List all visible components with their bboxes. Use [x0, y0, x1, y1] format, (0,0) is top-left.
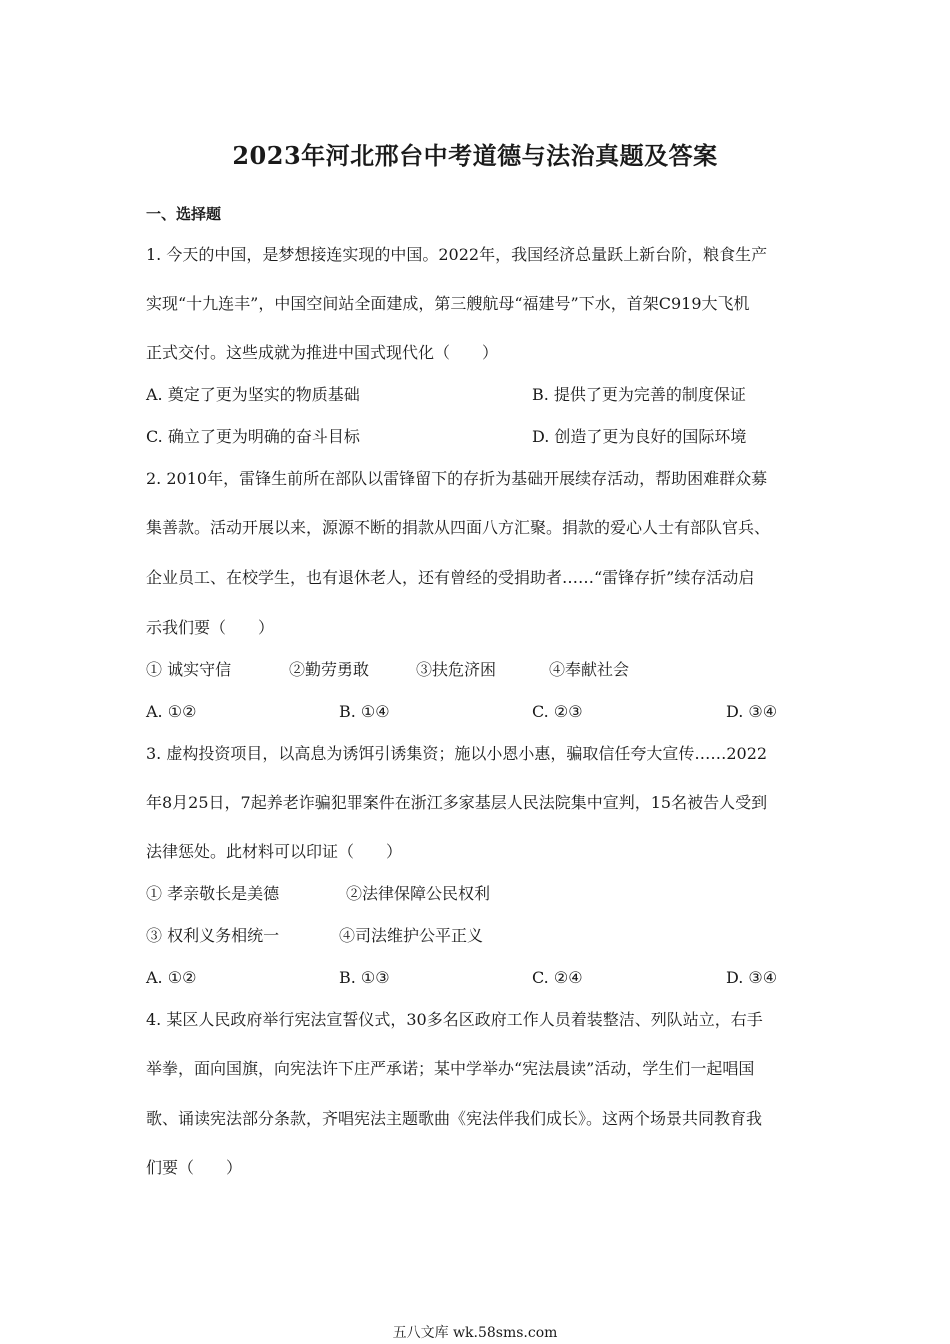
- q3-line-1: 3. 虚构投资项目，以高息为诱饵引诱集资；施以小恩小惠，骗取信任夸大宣传……2022: [146, 744, 768, 763]
- footer-watermark: 五八文库 wk.58sms.com: [392, 1325, 558, 1341]
- q4-line-4: 们要（ ）: [146, 1158, 243, 1177]
- q2-line-3: 企业员工、在校学生，也有退休老人，还有曾经的受捐助者……“雷锋存折”续存活动启: [146, 568, 755, 587]
- q3-option-a: A. ①②: [146, 968, 197, 987]
- q1-option-c: C. 确立了更为明确的奋斗目标: [146, 427, 360, 446]
- q3-item-3: ③ 权利义务相统一: [146, 926, 280, 945]
- q1-option-a: A. 奠定了更为坚实的物质基础: [146, 385, 360, 404]
- page-title: 2023年河北邢台中考道德与法治真题及答案: [232, 141, 718, 170]
- q3-line-2: 年8月25日，7起养老诈骗犯罪案件在浙江多家基层人民法院集中宣判，15名被告人受到: [146, 793, 768, 812]
- q2-option-d: D. ③④: [726, 702, 778, 721]
- q4-line-3: 歌、诵读宪法部分条款，齐唱宪法主题歌曲《宪法伴我们成长》。这两个场景共同教育我: [146, 1109, 763, 1128]
- q2-option-a: A. ①②: [146, 702, 197, 721]
- q2-line-1: 2. 2010年，雷锋生前所在部队以雷锋留下的存折为基础开展续存活动，帮助困难群众募: [146, 469, 768, 488]
- q1-line-2: 实现“十九连丰”，中国空间站全面建成，第三艘航母“福建号”下水，首架C919大飞机: [146, 294, 750, 313]
- section-heading: 一、选择题: [146, 205, 222, 223]
- q1-option-d: D. 创造了更为良好的国际环境: [532, 427, 747, 446]
- q1-option-b: B. 提供了更为完善的制度保证: [532, 385, 746, 404]
- q2-option-c: C. ②③: [532, 702, 583, 721]
- q2-item-1: ① 诚实守信: [146, 660, 232, 679]
- q4-line-2: 举拳，面向国旗，向宪法许下庄严承诺；某中学举办“宪法晨读”活动，学生们一起唱国: [146, 1059, 755, 1078]
- q2-line-4: 示我们要（ ）: [146, 618, 275, 637]
- q2-item-4: ④奉献社会: [549, 660, 630, 679]
- q3-item-4: ④司法维护公平正义: [339, 926, 484, 945]
- q3-item-1: ① 孝亲敬长是美德: [146, 884, 280, 903]
- q1-line-3: 正式交付。这些成就为推进中国式现代化（ ）: [146, 343, 499, 362]
- q3-option-d: D. ③④: [726, 968, 778, 987]
- q4-line-1: 4. 某区人民政府举行宪法宣誓仪式，30多名区政府工作人员着装整洁、列队站立，右手: [146, 1010, 763, 1029]
- q3-option-c: C. ②④: [532, 968, 583, 987]
- q3-line-3: 法律惩处。此材料可以印证（ ）: [146, 842, 403, 861]
- q2-line-2: 集善款。活动开展以来，源源不断的捐款从四面八方汇聚。捐款的爱心人士有部队官兵、: [146, 518, 771, 537]
- q2-item-3: ③扶危济困: [416, 660, 497, 679]
- q3-option-b: B. ①③: [339, 968, 390, 987]
- q3-item-2: ②法律保障公民权利: [346, 884, 491, 903]
- q1-line-1: 1. 今天的中国，是梦想接连实现的中国。2022年，我国经济总量跃上新台阶，粮食生产: [146, 245, 768, 264]
- q2-option-b: B. ①④: [339, 702, 390, 721]
- q2-item-2: ②勤劳勇敢: [289, 660, 370, 679]
